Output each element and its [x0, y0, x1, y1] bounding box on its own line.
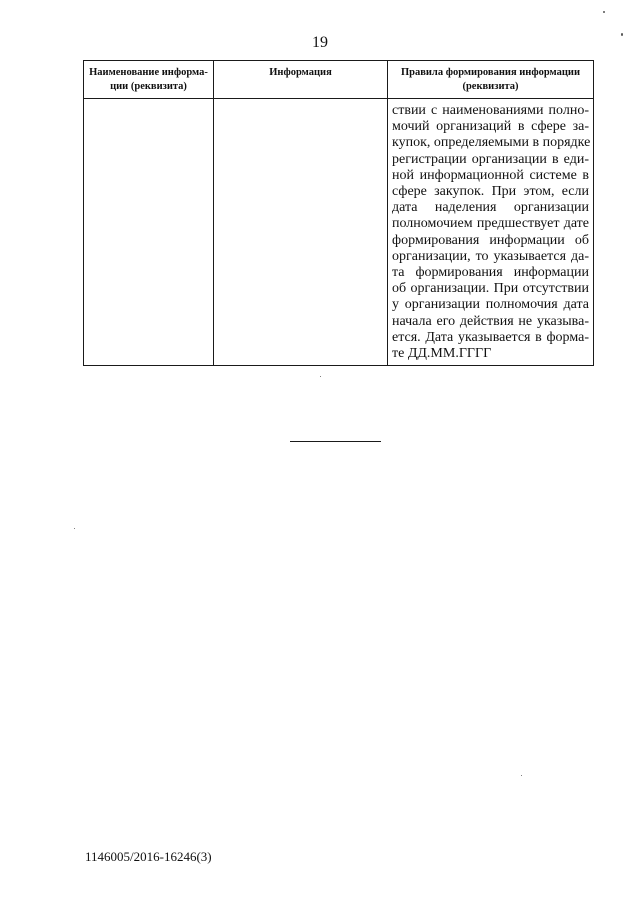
rule-text-line: та формирования информации — [392, 265, 589, 281]
rule-text-line: те ДД.ММ.ГГГГ — [392, 346, 492, 362]
rule-text-line: ется. Дата указывается в форма- — [392, 329, 589, 345]
table-header-row — [84, 61, 594, 99]
cell-requisite-name — [84, 99, 214, 366]
rule-text-line: сфере закупок. При этом, если — [392, 184, 589, 200]
scan-speck — [603, 11, 605, 13]
rule-text-line: мочий организаций в сфере за- — [392, 119, 589, 135]
formation-rules-text — [392, 103, 589, 362]
rule-text-line: ствии с наименованиями полно- — [392, 103, 589, 118]
rule-text-line: ной информационной системе в — [392, 167, 589, 183]
separator-line — [290, 441, 381, 442]
header-information: Информация — [214, 61, 388, 99]
scan-speck — [74, 528, 75, 529]
table-row — [84, 99, 594, 366]
rule-text-line: дата наделения организации — [392, 200, 589, 216]
cell-information — [214, 99, 388, 366]
requisites-table — [83, 60, 594, 366]
header-requisite-name: Наименование информа-ции (реквизита) — [84, 61, 214, 99]
header-formation-rules: Правила формирования информации (реквизита) — [388, 61, 594, 99]
document-code: 1146005/2016-16246(3) — [85, 849, 212, 864]
rule-text-line: формирования информации об — [392, 232, 589, 248]
rule-text-line: полномочием предшествует дате — [392, 216, 589, 232]
cell-formation-rules — [388, 99, 594, 366]
rule-text-line: купок, определяемыми в порядке — [392, 135, 591, 151]
rule-text-line: организации, то указывается да- — [392, 248, 589, 264]
rule-text-line: у организации полномочия дата — [392, 297, 589, 313]
rule-text-line: начала его действия не указыва- — [392, 313, 589, 329]
page-number: 19 — [312, 34, 328, 51]
scan-speck — [621, 33, 623, 36]
rule-text-line: об организации. При отсутствии — [392, 281, 589, 297]
scan-speck — [521, 775, 522, 776]
rule-text-line: регистрации организации в еди- — [392, 151, 589, 167]
scan-speck — [320, 376, 321, 377]
